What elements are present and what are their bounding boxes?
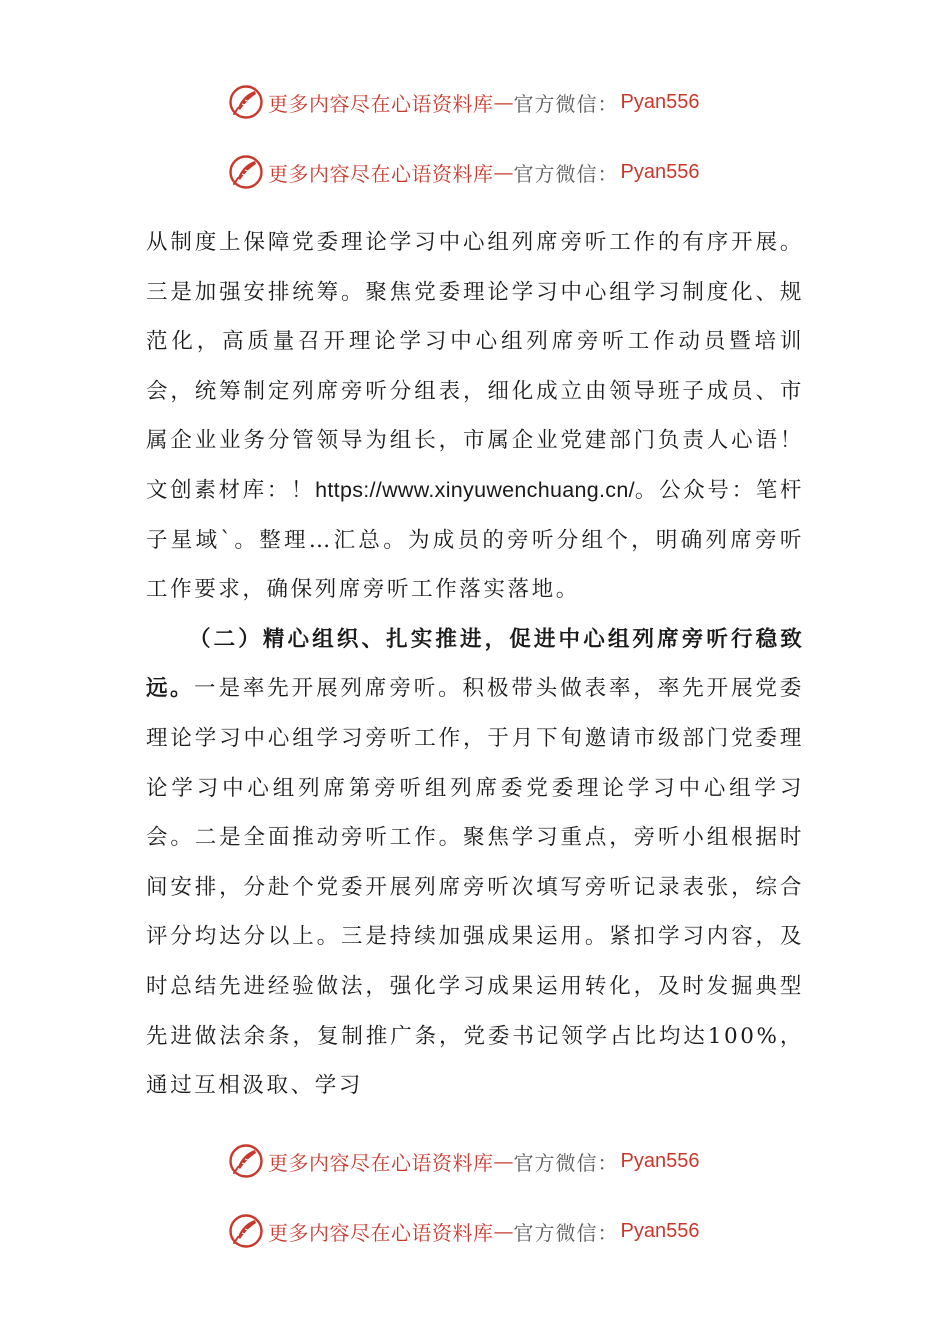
quill-pen-icon xyxy=(228,154,264,190)
paragraph-2 xyxy=(146,615,804,1111)
watermark-dash: — xyxy=(493,1149,514,1173)
watermark-text: 更多内容尽在心语资料库 xyxy=(268,1220,494,1245)
resource-url-part-2: www.xinyuwenchuang.cn/ xyxy=(382,477,635,502)
watermark-text: 更多内容尽在心语资料库 xyxy=(268,1150,494,1175)
paragraph-1 xyxy=(146,218,804,615)
quill-pen-icon xyxy=(228,1143,264,1179)
watermark-wechat-id: Pyan556 xyxy=(620,160,700,183)
watermark-dash: — xyxy=(493,90,514,114)
watermark-wechat-label: 官方微信： xyxy=(513,91,619,116)
resource-url-part-1: https:// xyxy=(315,477,383,502)
paragraph-2-text: 一是率先开展列席旁听。积极带头做表率，率先开展党委理论学习中心组学习旁听工作，于月下旬邀请市级部门党委理论学习中心组列席第旁听组列席委党委理论学习中心组学习会。二是全面推动旁听工作。聚焦学习重点，旁听小组根据时间安排，分赴个党委开展列席旁听次填写旁听记录表张，综合评分均达分以上。三是持续加强成果运用。紧扣学习内容，及时总结先进经验做法，强化学习成果运用转化，及时发掘典型先进做法余条，复制推广条，党委书记领学占比均达100%，通过互相汲取、学习 xyxy=(146,676,804,1099)
watermark-text: 更多内容尽在心语资料库 xyxy=(268,161,494,186)
watermark-text: 更多内容尽在心语资料库 xyxy=(268,91,494,116)
watermark-dash: — xyxy=(493,1219,514,1243)
watermark-banner-top-2 xyxy=(228,154,699,190)
watermark-wechat-id: Pyan556 xyxy=(620,1149,700,1172)
quill-pen-icon xyxy=(228,1213,264,1249)
section-heading: （二）精心组织、扎实推进，促进中心组列席旁听行稳致远。 xyxy=(146,626,804,702)
watermark-banner-top-1 xyxy=(228,84,699,120)
paragraph-1-text-b: 。公众号：笔杆子星域`。整理…汇总。为成员的旁听分组个，明确列席旁听工作要求，确保列席旁听工作落实落地。 xyxy=(146,477,805,603)
watermark-wechat-label: 官方微信： xyxy=(513,1150,619,1175)
watermark-wechat-id: Pyan556 xyxy=(620,1219,700,1242)
quill-pen-icon xyxy=(228,84,264,120)
paragraph-1-text-a: 从制度上保障党委理论学习中心组列席旁听工作的有序开展。三是加强安排统筹。聚焦党委理论学习中心组学习制度化、规范化，高质量召开理论学习中心组列席旁听工作动员暨培训会，统筹制定列席旁听分组表，细化成立由领导班子成员、市属企业业务分管领导为组长，市属企业党建部门负责人心语！文创素材库：！ xyxy=(146,230,804,503)
watermark-wechat-id: Pyan556 xyxy=(620,90,700,113)
document-body xyxy=(146,218,804,1111)
watermark-dash: — xyxy=(493,160,514,184)
watermark-banner-bottom-2 xyxy=(228,1213,699,1249)
watermark-wechat-label: 官方微信： xyxy=(513,161,619,186)
watermark-banner-bottom-1 xyxy=(228,1143,699,1179)
watermark-wechat-label: 官方微信： xyxy=(513,1220,619,1245)
